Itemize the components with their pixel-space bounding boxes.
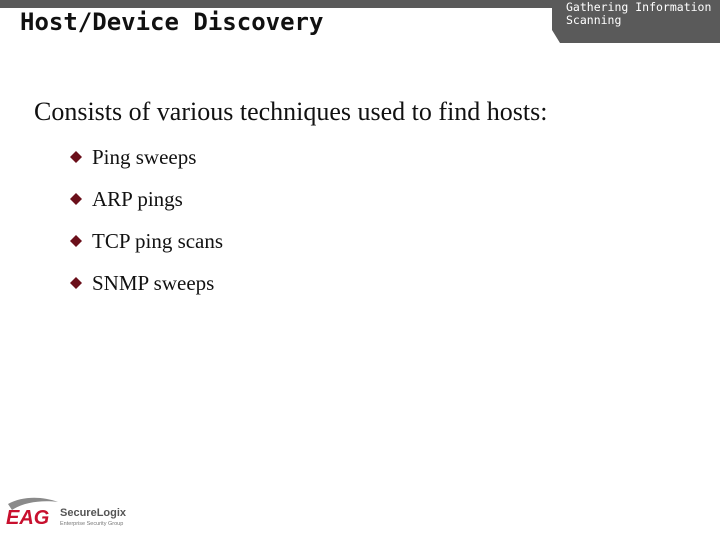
logo-tagline-text: Enterprise Security Group bbox=[60, 521, 124, 527]
section-tag bbox=[566, 1, 711, 27]
diamond-bullet-icon bbox=[70, 225, 92, 257]
bullet-item bbox=[70, 267, 223, 309]
bullet-text: TCP ping scans bbox=[92, 229, 224, 253]
diamond-bullet-icon bbox=[70, 141, 92, 173]
bullet-item bbox=[70, 225, 223, 267]
bullet-item bbox=[70, 141, 223, 183]
bullet-text: SNMP sweeps bbox=[92, 271, 215, 295]
logo-mark-text: EAG bbox=[6, 507, 50, 529]
section-tag-line1: Gathering Information bbox=[566, 0, 712, 14]
bullet-item bbox=[70, 183, 223, 225]
diamond-bullet-icon bbox=[70, 183, 92, 215]
diamond-bullet-icon bbox=[70, 267, 92, 299]
logo-brand-text: SecureLogix bbox=[60, 507, 127, 519]
eag-securelogix-logo bbox=[2, 494, 134, 534]
intro-text: Consists of various techniques used to find hosts: bbox=[34, 97, 548, 126]
bullet-list bbox=[70, 141, 223, 309]
bullet-text: ARP pings bbox=[92, 187, 183, 211]
section-tag-line2: Scanning bbox=[566, 13, 622, 27]
slide-title: Host/Device Discovery bbox=[20, 8, 324, 36]
bullet-text: Ping sweeps bbox=[92, 145, 197, 169]
